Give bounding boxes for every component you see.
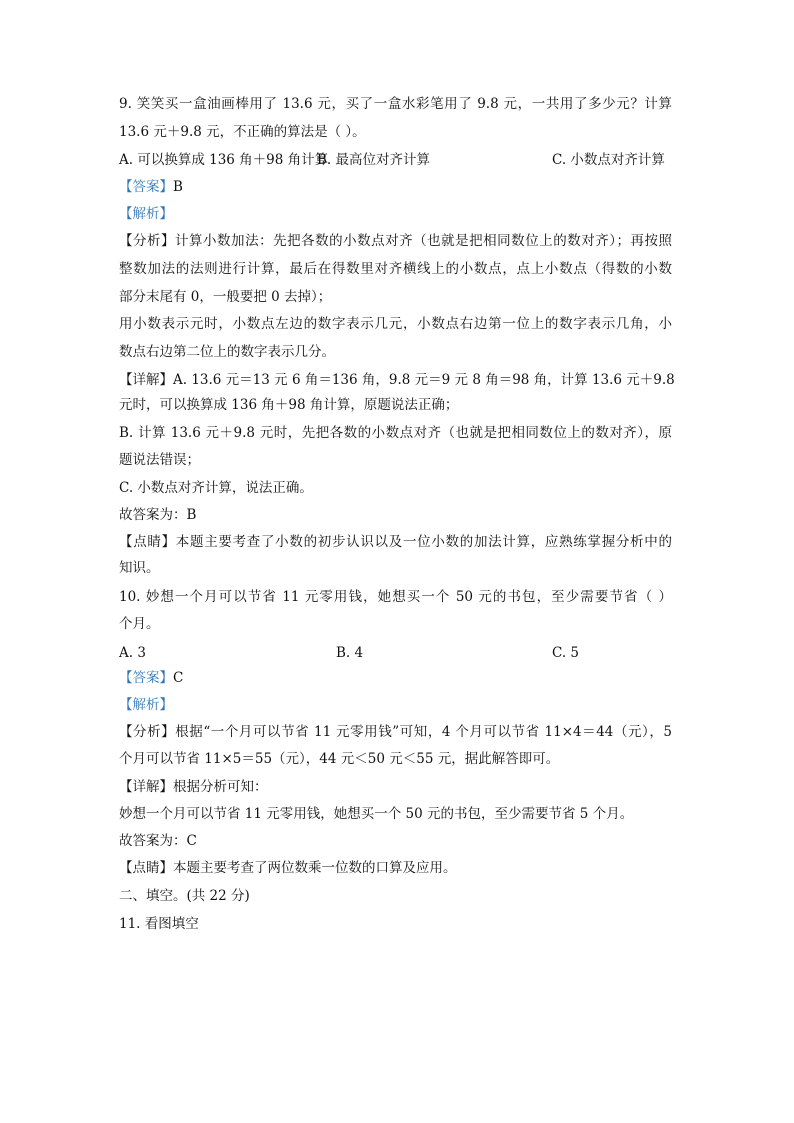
q10-dianjing	[119, 859, 457, 877]
q9-analysis-label: 【解析】	[119, 206, 173, 222]
q9-fenxi-5: 数点右边第二位上的数字表示几分。	[119, 344, 335, 360]
dianjing-label: 【点睛】	[119, 860, 173, 876]
section-title: 二、填空。(共 22 分)	[119, 888, 250, 904]
q9-xiangjie-5: C. 小数点对齐计算，说法正确。	[119, 480, 313, 496]
fenxi-text: 计算小数加法：先把各数的小数点对齐（也就是把相同数位上的数对齐）；再按照	[175, 233, 673, 249]
q10-conclusion: 故答案为：C	[119, 833, 197, 849]
q9-fenxi-4: 用小数表示元时，小数点左边的数字表示几元，小数点右边第一位上的数字表示几角，小	[119, 316, 672, 332]
q9-xiangjie-3: B. 计算 13.6 元＋9.8 元时，先把各数的小数点对齐（也就是把相同数位上的数对齐），原	[119, 425, 672, 441]
q10-stem-cont: 个月。	[119, 616, 160, 632]
q10-fenxi-2: 个月可以节省 11×5＝55（元），44 元＜50 元＜55 元，据此解答即可。	[119, 751, 560, 767]
answer-value: C	[173, 670, 184, 686]
q9-conclusion: 故答案为：B	[119, 507, 197, 523]
q9-xiangjie	[119, 371, 675, 389]
answer-label: 【答案】	[119, 670, 173, 686]
q10-xiangjie	[119, 778, 268, 796]
q9-stem-cont: 13.6 元＋9.8 元，不正确的算法是（ ）。	[119, 124, 366, 140]
xiangjie-text: 根据分析可知：	[173, 779, 268, 795]
xiangjie-label: 【详解】	[119, 372, 173, 388]
dianjing-text: 本题主要考查了两位数乘一位数的口算及应用。	[173, 860, 457, 876]
q9-options	[119, 151, 672, 169]
q10-xiangjie-2: 妙想一个月可以节省 11 元零用钱，她想买一个 50 元的书包，至少需要节省 5 个月。	[119, 806, 634, 822]
q10-option-b: B. 4	[336, 645, 364, 661]
q9-fenxi-2: 整数加法的法则进行计算，最后在得数里对齐横线上的小数点，点上小数点（得数的小数	[119, 261, 672, 277]
q9-fenxi-3: 部分末尾有 0，一般要把 0 去掉）；	[119, 289, 332, 305]
q9-fenxi	[119, 232, 672, 250]
q10-option-a: A. 3	[119, 645, 146, 661]
xiangjie-label: 【详解】	[119, 779, 173, 795]
q9-stem: 9. 笑笑买一盒油画棒用了 13.6 元，买了一盒水彩笔用了 9.8 元，一共用了多少元？计算	[119, 96, 672, 112]
q9-option-c: C. 小数点对齐计算	[552, 152, 665, 168]
q10-option-c: C. 5	[552, 645, 580, 661]
q9-xiangjie-4: 题说法错误；	[119, 452, 200, 468]
q9-option-b: B. 最高位对齐计算	[317, 152, 431, 168]
fenxi-label: 【分析】	[119, 724, 176, 740]
q10-fenxi	[119, 723, 672, 741]
q9-xiangjie-2: 元时，可以换算成 136 角＋98 角计算，原题说法正确；	[119, 397, 459, 413]
dianjing-label: 【点睛】	[119, 534, 176, 550]
answer-value: B	[173, 179, 183, 195]
answer-label: 【答案】	[119, 179, 173, 195]
q9-dianjing-2: 知识。	[119, 560, 160, 576]
q11-stem: 11. 看图填空	[119, 916, 199, 932]
q10-stem: 10. 妙想一个月可以节省 11 元零用钱，她想买一个 50 元的书包，至少需要节省（ ）	[119, 589, 672, 605]
q9-dianjing	[119, 533, 672, 551]
q10-options	[119, 644, 672, 662]
fenxi-label: 【分析】	[119, 233, 176, 249]
q10-answer	[119, 669, 183, 687]
q10-analysis-label: 【解析】	[119, 697, 173, 713]
q9-answer	[119, 178, 183, 196]
dianjing-text: 本题主要考查了小数的初步认识以及一位小数的加法计算，应熟练掌握分析中的	[175, 534, 673, 550]
xiangjie-text: A. 13.6 元＝13 元 6 角＝136 角，9.8 元＝9 元 8 角＝98 角，计算 13.6 元＋9.8	[173, 372, 675, 388]
q9-option-a: A. 可以换算成 136 角＋98 角计算	[119, 152, 329, 168]
fenxi-text: 根据“一个月可以节省 11 元零用钱”可知，4 个月可以节省 11×4＝44（元），5	[175, 724, 673, 740]
